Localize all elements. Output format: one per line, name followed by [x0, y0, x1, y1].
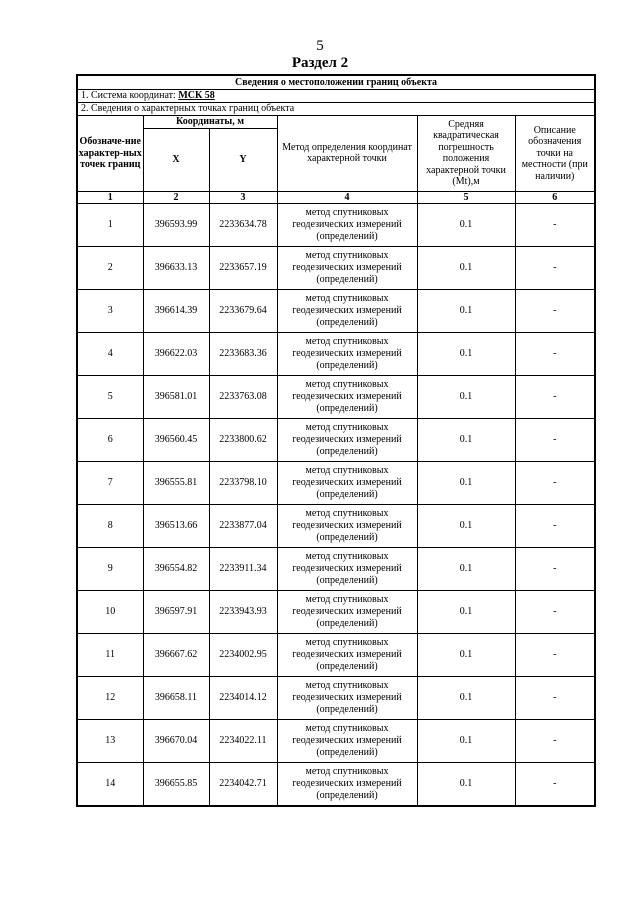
table-row [77, 547, 595, 590]
column-number: 4 [277, 191, 417, 203]
x-coordinate-cell: 396560.45 [143, 418, 209, 461]
header-x: X [143, 128, 209, 191]
x-coordinate-cell: 396554.82 [143, 547, 209, 590]
header-y: Y [209, 128, 277, 191]
point-number-cell: 5 [77, 375, 143, 418]
description-cell: - [515, 289, 595, 332]
y-coordinate-cell: 2233763.08 [209, 375, 277, 418]
table-row [77, 762, 595, 806]
table-row [77, 719, 595, 762]
x-coordinate-cell: 396655.85 [143, 762, 209, 806]
y-coordinate-cell: 2233683.36 [209, 332, 277, 375]
x-coordinate-cell: 396670.04 [143, 719, 209, 762]
header-coordinates: Координаты, м [143, 116, 277, 129]
error-cell: 0.1 [417, 719, 515, 762]
table-row [77, 246, 595, 289]
error-cell: 0.1 [417, 289, 515, 332]
x-coordinate-cell: 396658.11 [143, 676, 209, 719]
error-cell: 0.1 [417, 418, 515, 461]
table-row [77, 590, 595, 633]
method-cell: метод спутниковых геодезических измерений (определений) [277, 590, 417, 633]
x-coordinate-cell: 396667.62 [143, 633, 209, 676]
y-coordinate-cell: 2233800.62 [209, 418, 277, 461]
y-coordinate-cell: 2233911.34 [209, 547, 277, 590]
y-coordinate-cell: 2234002.95 [209, 633, 277, 676]
point-number-cell: 14 [77, 762, 143, 806]
table-row [77, 461, 595, 504]
description-cell: - [515, 203, 595, 246]
y-coordinate-cell: 2234042.71 [209, 762, 277, 806]
method-cell: метод спутниковых геодезических измерений (определений) [277, 676, 417, 719]
header-description: Описание обозначения точки на местности (при наличии) [515, 116, 595, 192]
point-number-cell: 9 [77, 547, 143, 590]
page-number: 5 [316, 38, 324, 54]
y-coordinate-cell: 2234022.11 [209, 719, 277, 762]
method-cell: метод спутниковых геодезических измерений (определений) [277, 289, 417, 332]
table-row [77, 332, 595, 375]
table-row [77, 418, 595, 461]
description-cell: - [515, 504, 595, 547]
coord-system-value: МСК 58 [178, 90, 215, 102]
column-number: 1 [77, 191, 143, 203]
x-coordinate-cell: 396614.39 [143, 289, 209, 332]
description-cell: - [515, 633, 595, 676]
description-cell: - [515, 547, 595, 590]
column-number: 5 [417, 191, 515, 203]
table-row [77, 375, 595, 418]
error-cell: 0.1 [417, 547, 515, 590]
point-number-cell: 8 [77, 504, 143, 547]
y-coordinate-cell: 2233943.93 [209, 590, 277, 633]
table-row [77, 203, 595, 246]
point-number-cell: 12 [77, 676, 143, 719]
method-cell: метод спутниковых геодезических измерений (определений) [277, 246, 417, 289]
y-coordinate-cell: 2233679.64 [209, 289, 277, 332]
header-designation: Обозначе-ние характер-ных точек границ [77, 116, 143, 192]
description-cell: - [515, 418, 595, 461]
x-coordinate-cell: 396581.01 [143, 375, 209, 418]
column-number: 3 [209, 191, 277, 203]
x-coordinate-cell: 396513.66 [143, 504, 209, 547]
x-coordinate-cell: 396622.03 [143, 332, 209, 375]
y-coordinate-cell: 2233798.10 [209, 461, 277, 504]
column-number: 6 [515, 191, 595, 203]
x-coordinate-cell: 396555.81 [143, 461, 209, 504]
method-cell: метод спутниковых геодезических измерений (определений) [277, 375, 417, 418]
error-cell: 0.1 [417, 504, 515, 547]
error-cell: 0.1 [417, 676, 515, 719]
description-cell: - [515, 461, 595, 504]
error-cell: 0.1 [417, 203, 515, 246]
header-method: Метод определения координат характерной точки [277, 116, 417, 192]
error-cell: 0.1 [417, 461, 515, 504]
method-cell: метод спутниковых геодезических измерений (определений) [277, 547, 417, 590]
y-coordinate-cell: 2233877.04 [209, 504, 277, 547]
error-cell: 0.1 [417, 590, 515, 633]
description-cell: - [515, 246, 595, 289]
error-cell: 0.1 [417, 633, 515, 676]
point-number-cell: 1 [77, 203, 143, 246]
y-coordinate-cell: 2233657.19 [209, 246, 277, 289]
point-number-cell: 2 [77, 246, 143, 289]
table-row [77, 289, 595, 332]
description-cell: - [515, 590, 595, 633]
point-number-cell: 3 [77, 289, 143, 332]
points-section-label: 2. Сведения о характерных точках границ объекта [77, 103, 595, 116]
method-cell: метод спутниковых геодезических измерений (определений) [277, 461, 417, 504]
coord-system-row [77, 90, 595, 103]
description-cell: - [515, 719, 595, 762]
y-coordinate-cell: 2233634.78 [209, 203, 277, 246]
error-cell: 0.1 [417, 332, 515, 375]
method-cell: метод спутниковых геодезических измерений (определений) [277, 719, 417, 762]
section-title: Раздел 2 [291, 55, 349, 71]
point-number-cell: 6 [77, 418, 143, 461]
description-cell: - [515, 762, 595, 806]
header-error: Средняя квадратическая погрешность положения характерной точки (Mt),м [417, 116, 515, 192]
x-coordinate-cell: 396597.91 [143, 590, 209, 633]
description-cell: - [515, 676, 595, 719]
boundary-points-table [76, 74, 596, 807]
method-cell: метод спутниковых геодезических измерений (определений) [277, 332, 417, 375]
table-row [77, 633, 595, 676]
error-cell: 0.1 [417, 375, 515, 418]
point-number-cell: 7 [77, 461, 143, 504]
point-number-cell: 10 [77, 590, 143, 633]
table-row [77, 676, 595, 719]
x-coordinate-cell: 396633.13 [143, 246, 209, 289]
method-cell: метод спутниковых геодезических измерений (определений) [277, 762, 417, 806]
point-number-cell: 13 [77, 719, 143, 762]
table-row [77, 504, 595, 547]
description-cell: - [515, 332, 595, 375]
error-cell: 0.1 [417, 246, 515, 289]
method-cell: метод спутниковых геодезических измерений (определений) [277, 633, 417, 676]
point-number-cell: 4 [77, 332, 143, 375]
error-cell: 0.1 [417, 762, 515, 806]
method-cell: метод спутниковых геодезических измерений (определений) [277, 203, 417, 246]
method-cell: метод спутниковых геодезических измерений (определений) [277, 418, 417, 461]
x-coordinate-cell: 396593.99 [143, 203, 209, 246]
method-cell: метод спутниковых геодезических измерений (определений) [277, 504, 417, 547]
table-caption: Сведения о местоположении границ объекта [77, 75, 595, 90]
column-number: 2 [143, 191, 209, 203]
coord-system-label: 1. Система координат: [81, 90, 179, 102]
y-coordinate-cell: 2234014.12 [209, 676, 277, 719]
description-cell: - [515, 375, 595, 418]
point-number-cell: 11 [77, 633, 143, 676]
